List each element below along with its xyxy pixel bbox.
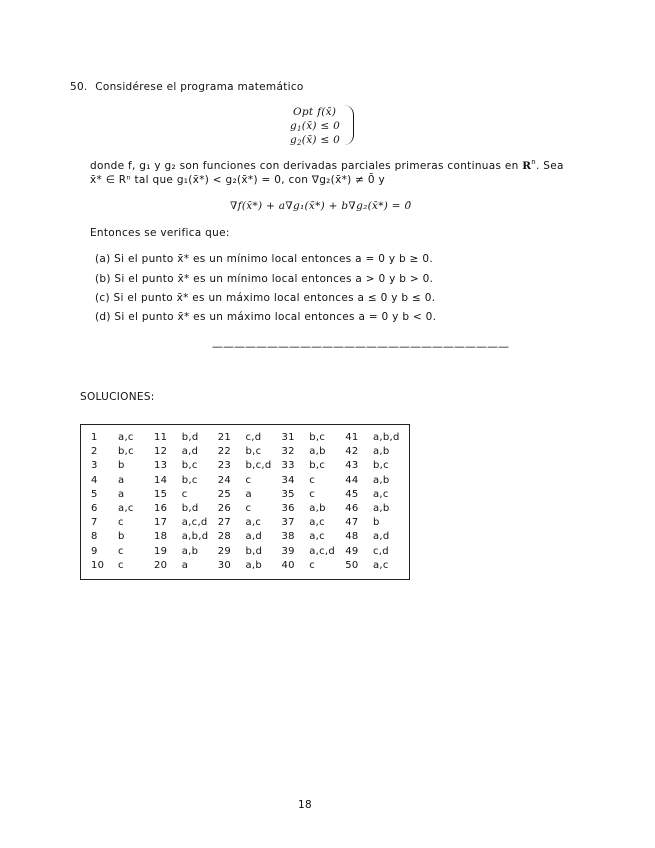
answer-cell: a,d: [372, 531, 390, 543]
question-number: 31: [281, 432, 295, 443]
question-number: 26: [217, 503, 232, 515]
answer-cell: a,c: [372, 488, 389, 500]
option-d: (d) Si el punto x̄* es un máximo local entonces a = 0 y b < 0.: [95, 311, 437, 323]
answer-cell: c: [309, 474, 316, 486]
answer-cell: b,c: [309, 460, 326, 472]
solutions-heading: SOLUCIONES:: [80, 391, 155, 403]
question-number: 36: [281, 503, 295, 515]
answer-cell: a,b: [181, 545, 199, 557]
question-number: 19: [154, 545, 168, 557]
answer-cell: c: [309, 488, 316, 500]
table-row: [81, 488, 410, 502]
page-number: 18: [298, 799, 312, 811]
problem-header: [70, 81, 304, 93]
question-number: 6: [91, 503, 98, 515]
question-number: 21: [217, 432, 232, 443]
question-number: 32: [281, 446, 295, 458]
question-number: 18: [154, 531, 168, 543]
question-number: 37: [281, 517, 295, 529]
table-row: [81, 459, 410, 473]
answer-cell: b,c: [372, 460, 389, 472]
question-number: 45: [345, 488, 359, 500]
problem-number: 50.: [70, 81, 88, 93]
answer-cell: a,b: [372, 474, 390, 486]
options-lead: Entonces se verifica que:: [90, 227, 230, 239]
answer-cell: c: [118, 517, 124, 529]
table-row: [81, 559, 410, 580]
answer-cell: b,c,d: [245, 460, 272, 472]
answer-cell: a: [245, 488, 252, 500]
answer-cell: a,b: [309, 446, 326, 458]
question-number: 12: [154, 446, 168, 458]
question-number: 14: [154, 474, 168, 486]
statement-line-2: x̄* ∈ Rⁿ tal que g₁(x̄*) < g₂(x̄*) = 0, con ∇g₂(x̄*) ≠ 0̄ y: [90, 174, 386, 186]
separator-line: ———————————————————————————: [212, 340, 509, 353]
question-number: 22: [217, 446, 232, 458]
question-number: 8: [91, 531, 98, 543]
option-c: (c) Si el punto x̄* es un máximo local entonces a ≤ 0 y b ≤ 0.: [95, 292, 436, 304]
question-number: 46: [345, 503, 359, 515]
table-row: [81, 502, 410, 516]
answer-cell: a,b: [372, 446, 390, 458]
answer-cell: a: [118, 474, 125, 486]
question-number: 39: [281, 545, 295, 557]
answer-cell: c: [118, 559, 124, 571]
answer-cell: a: [181, 559, 189, 571]
table-row: [81, 530, 410, 544]
question-number: 17: [154, 517, 168, 529]
question-number: 42: [345, 446, 359, 458]
answer-cell: a,b: [245, 559, 263, 571]
question-number: 5: [91, 488, 98, 500]
answer-cell: a,b: [372, 503, 390, 515]
program-brace: [343, 105, 354, 145]
question-number: 49: [345, 545, 359, 557]
question-number: 23: [217, 460, 232, 472]
program-constraint-1: $g_1(x̄) \le 0$: [290, 120, 341, 133]
problem-intro: Considérese el programa matemático: [95, 81, 304, 93]
main-equation: ∇f(x̄*) + a∇g₁(x̄*) + b∇g₂(x̄*) = 0̄: [230, 200, 412, 212]
question-number: 7: [91, 517, 98, 529]
answer-cell: a,c: [118, 503, 134, 515]
answer-cell: c: [309, 559, 316, 571]
answer-cell: b: [118, 531, 125, 543]
question-number: 20: [154, 559, 168, 571]
question-number: 2: [91, 446, 98, 458]
question-number: 13: [154, 460, 168, 472]
question-number: 10: [91, 559, 105, 571]
answer-cell: c: [181, 488, 188, 500]
answer-cell: a,c: [309, 531, 325, 543]
question-number: 33: [281, 460, 295, 472]
answer-cell: a: [118, 488, 125, 500]
answer-cell: b,c: [309, 432, 326, 443]
answer-cell: b,c: [181, 474, 198, 486]
question-number: 47: [345, 517, 359, 529]
solutions-table: [80, 424, 410, 580]
answer-cell: b,d: [181, 503, 199, 515]
option-b: (b) Si el punto x̄* es un mínimo local entonces a > 0 y b > 0.: [95, 273, 434, 285]
question-number: 24: [217, 474, 232, 486]
question-number: 41: [345, 432, 359, 443]
answer-cell: c: [245, 503, 252, 515]
question-number: 11: [154, 432, 168, 443]
question-number: 43: [345, 460, 359, 472]
program-objective: Opt f(x̄): [293, 106, 337, 118]
question-number: 1: [91, 432, 98, 443]
question-number: 38: [281, 531, 295, 543]
statement-line-1: donde f, g₁ y g₂ son funciones con derivadas parciales primeras continuas en $R^n$. Sea: [90, 158, 564, 172]
question-number: 44: [345, 474, 359, 486]
question-number: 15: [154, 488, 168, 500]
question-number: 9: [91, 545, 98, 557]
answer-cell: a,d: [181, 446, 199, 458]
answer-cell: c,d: [245, 432, 262, 443]
question-number: 27: [217, 517, 232, 529]
answer-cell: b,d: [245, 545, 263, 557]
question-number: 28: [217, 531, 232, 543]
answer-cell: a,b,d: [372, 432, 400, 443]
question-number: 4: [91, 474, 98, 486]
question-number: 29: [217, 545, 232, 557]
answer-cell: b,c: [118, 446, 134, 458]
answer-cell: b,d: [181, 432, 199, 443]
program-constraint-2: $g_2(x̄) \le 0$: [290, 134, 341, 147]
answer-cell: a,b: [309, 503, 326, 515]
option-a: (a) Si el punto x̄* es un mínimo local entonces a = 0 y b ≥ 0.: [95, 253, 433, 265]
answer-cell: b: [118, 460, 125, 472]
answer-cell: b: [372, 517, 380, 529]
table-row: [81, 445, 410, 459]
question-number: 30: [217, 559, 232, 571]
table-row: [81, 425, 410, 446]
answer-cell: c,d: [372, 545, 389, 557]
answer-cell: a,c: [309, 517, 325, 529]
question-number: 48: [345, 531, 359, 543]
answer-cell: c: [118, 545, 124, 557]
question-number: 25: [217, 488, 232, 500]
answer-cell: c: [245, 474, 252, 486]
answer-cell: a,c,d: [309, 545, 336, 557]
answer-cell: a,c: [245, 517, 262, 529]
question-number: 34: [281, 474, 295, 486]
question-number: 40: [281, 559, 295, 571]
table-row: [81, 474, 410, 488]
question-number: 50: [345, 559, 359, 571]
answer-cell: b,c: [181, 460, 198, 472]
answer-cell: a,d: [245, 531, 263, 543]
table-row: [81, 545, 410, 559]
question-number: 35: [281, 488, 295, 500]
answer-cell: b,c: [245, 446, 262, 458]
question-number: 16: [154, 503, 168, 515]
answer-cell: a,c: [118, 432, 134, 443]
table-row: [81, 516, 410, 530]
answer-cell: a,c,d: [181, 517, 208, 529]
answer-cell: a,c: [372, 559, 389, 571]
question-number: 3: [91, 460, 98, 472]
answer-cell: a,b,d: [181, 531, 209, 543]
